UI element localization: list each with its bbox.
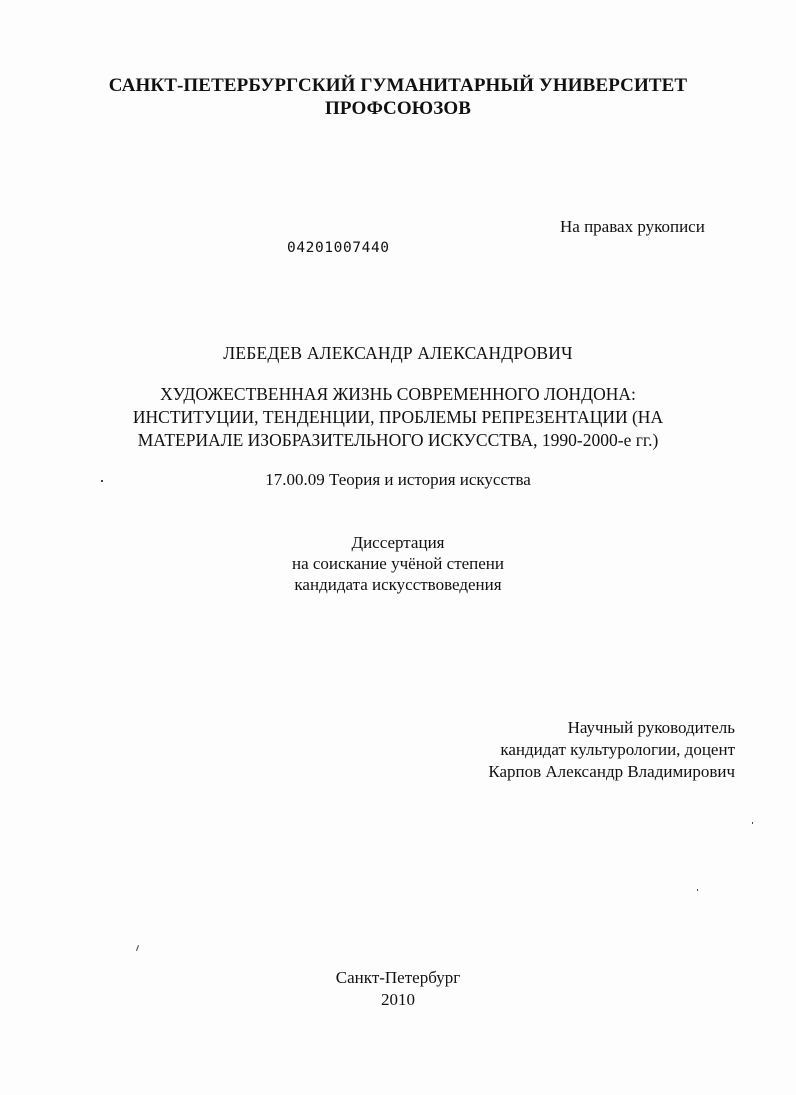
degree-statement-line-3: кандидата искусствоведения [294,575,502,594]
dissertation-title [0,383,796,452]
degree-statement-line-1: Диссертация [351,533,445,552]
scan-speck [101,480,103,482]
author-name: ЛЕБЕДЕВ АЛЕКСАНДР АЛЕКСАНДРОВИЧ [223,343,573,363]
supervisor-heading: Научный руководитель [567,718,735,737]
degree-statement-line-2: на соискание учёной степени [291,554,505,573]
scan-speck [697,889,698,891]
year: 2010 [381,990,415,1009]
supervisor-degree: кандидат культурологии, доцент [500,740,735,759]
university-name-line-2: ПРОФСОЮЗОВ [325,98,471,119]
registration-stamp-number: 04201007440 [287,240,390,256]
dissertation-title-line-2: ИНСТИТУЦИИ, ТЕНДЕНЦИИ, ПРОБЛЕМЫ РЕПРЕЗЕНТАЦИИ (НА [132,407,664,427]
degree-statement [0,532,796,595]
dissertation-title-line-3: МАТЕРИАЛЕ ИЗОБРАЗИТЕЛЬНОГО ИСКУССТВА, 1990-2000-е гг.) [137,430,659,450]
speciality-code: 17.00.09 Теория и история искусства [265,470,531,489]
university-name-line-1: САНКТ-ПЕТЕРБУРГСКИЙ ГУМАНИТАРНЫЙ УНИВЕРСИТЕТ [108,75,688,96]
supervisor-name: Карпов Александр Владимирович [488,762,735,781]
city-name: Санкт-Петербург [335,968,461,987]
scan-speck [752,822,753,824]
scan-speck [136,945,139,951]
place-and-year [0,967,796,1011]
dissertation-title-line-1: ХУДОЖЕСТВЕННАЯ ЖИЗНЬ СОВРЕМЕННОГО ЛОНДОНА: [160,384,636,404]
manuscript-rights-note: На правах рукописи [560,217,705,236]
university-name [0,74,796,120]
scientific-supervisor [488,717,735,783]
